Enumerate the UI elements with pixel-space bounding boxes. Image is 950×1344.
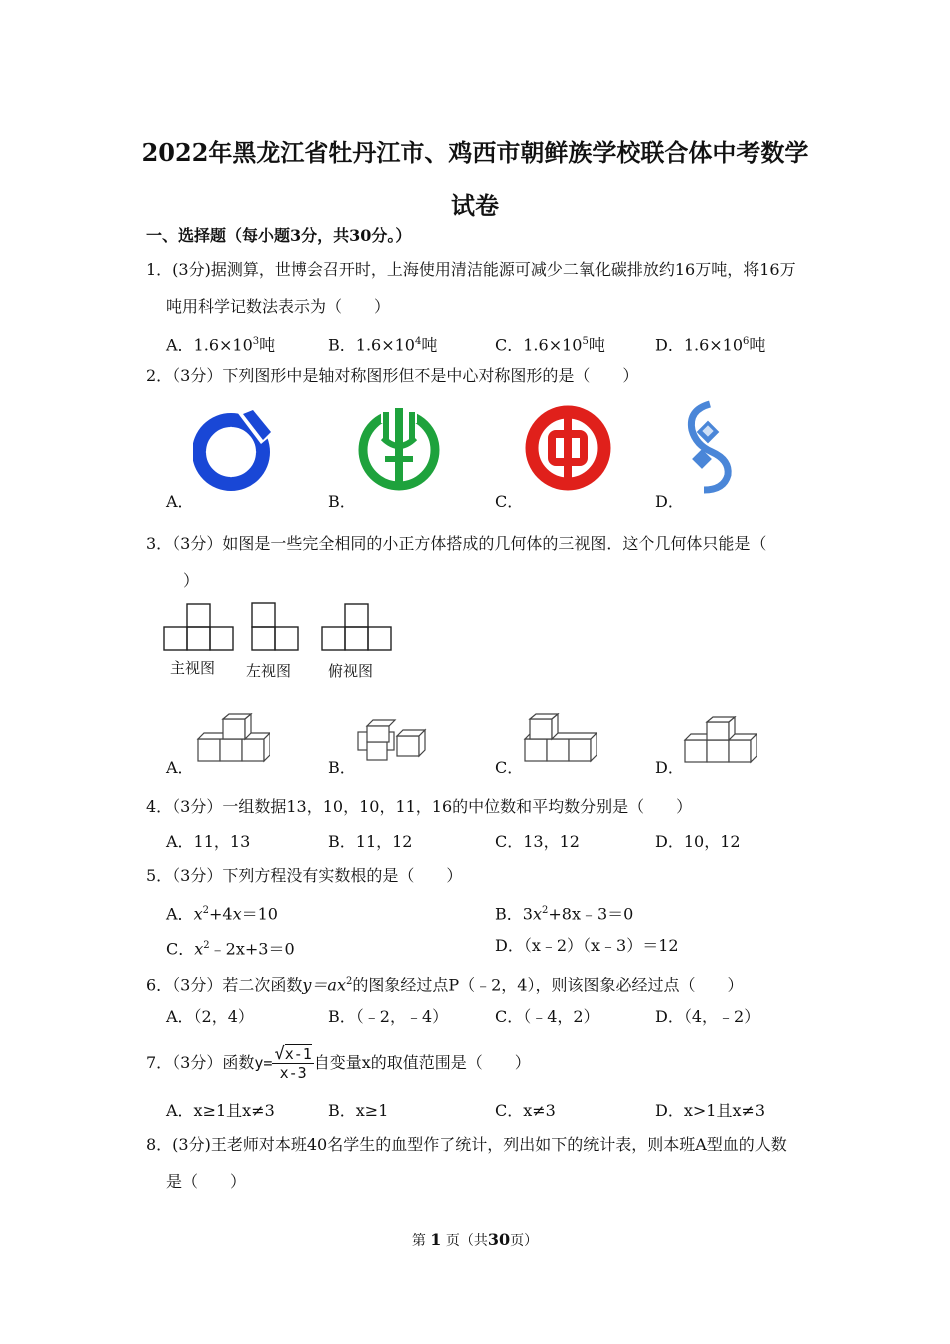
- q5-option-a: A．$x^2+4x=10$: [166, 904, 278, 924]
- q5-option-c: C．$x^2﹣2x+3=0$: [166, 939, 295, 959]
- front-view-diagram: [163, 602, 237, 652]
- q2-option-b: B．: [328, 492, 356, 511]
- q2-option-a: A．: [166, 492, 194, 511]
- front-view-label: 主视图: [170, 659, 216, 677]
- q8-stem-cont: 是（ ）: [166, 1172, 247, 1191]
- q3-solid-c: [522, 713, 597, 765]
- q6-option-d: D．（4，﹣2）: [655, 1007, 761, 1026]
- q3-option-a: A．: [166, 758, 194, 777]
- q4-option-c: C．13，12: [495, 832, 580, 851]
- q1-option-a: A．$1.6\times 10^3$吨: [166, 335, 276, 355]
- q2-stem: 2．（3分）下列图形中是轴对称图形但不是中心对称图形的是（ ）: [146, 366, 639, 385]
- q1-stem-cont: 吨用科学记数法表示为（ ）: [166, 297, 391, 316]
- top-view-label: 俯视图: [328, 662, 374, 680]
- q1-option-c: C．$1.6\times 10^5$吨: [495, 335, 605, 355]
- q3-stem: 3．（3分）如图是一些完全相同的小正方体搭成的几何体的三视图．这个几何体只能是（: [146, 534, 767, 553]
- q1-option-b: B．$1.6\times 10^4$吨: [328, 335, 438, 355]
- q7-option-d: D．x>1且x≠3: [655, 1101, 766, 1120]
- q2-option-d: D．: [655, 492, 684, 511]
- q3-solid-d: [682, 716, 757, 766]
- q5-option-b: B．$3x^2+8x﹣3=0$: [495, 904, 634, 924]
- page-footer: 第 1 页（共30页）: [411, 1230, 539, 1249]
- q7-option-b: B．x≥1: [328, 1101, 389, 1120]
- q6-option-c: C．（﹣4，2）: [495, 1007, 600, 1026]
- q3-option-c: C．: [495, 758, 524, 777]
- section-heading: 一、选择题（每小题3分，共30分。）: [146, 226, 412, 245]
- q5-stem: 5．（3分）下列方程没有实数根的是（ ）: [146, 866, 463, 885]
- q4-option-d: D．10，12: [655, 832, 741, 851]
- q3-solid-a: [195, 713, 270, 765]
- page-title-line2: 试卷: [451, 191, 499, 220]
- q1-stem: 1．(3分)据测算，世博会召开时，上海使用清洁能源可减少二氧化碳排放约16万吨，将16万: [146, 260, 796, 279]
- left-view-diagram: [250, 600, 302, 654]
- q2-option-c: C．: [495, 492, 524, 511]
- abc-logo-icon: [356, 404, 442, 492]
- q6-option-a: A．（2，4）: [166, 1007, 254, 1026]
- q6-stem: 6．（3分）若二次函数$y=ax^2$的图象经过点P（﹣2，4），则该图象必经过点（ ）: [146, 975, 744, 995]
- q4-stem: 4．（3分）一组数据13，10，10，11，16的中位数和平均数分别是（ ）: [146, 797, 693, 816]
- q5-option-d: D．（x﹣2）（x﹣3）＝12: [495, 936, 679, 955]
- top-view-diagram: [321, 602, 395, 652]
- q7-option-a: A．x≥1且x≠3: [166, 1101, 275, 1120]
- q1-option-d: D．$1.6\times 10^6$吨: [655, 335, 766, 355]
- ccb-logo-icon: [193, 404, 277, 492]
- q8-stem: 8．(3分)王老师对本班40名学生的血型作了统计，列出如下的统计表，则本班A型血的人数: [146, 1135, 787, 1154]
- bank-s-logo-icon: [680, 400, 740, 495]
- q7-fraction: $\frac{√x-1}{x-3}$: [274, 1044, 312, 1082]
- left-view-label: 左视图: [246, 662, 292, 680]
- q3-solid-b: [355, 718, 430, 764]
- q7-stem: 7．（3分）函数y= $\frac{√x-1}{x-3}$ 自变量x的取值范围是（ ）: [146, 1044, 531, 1082]
- q3-stem-cont: ）: [183, 571, 200, 590]
- q4-option-b: B．11，12: [328, 832, 413, 851]
- q6-option-b: B．（﹣2，﹣4）: [328, 1007, 449, 1026]
- q7-option-c: C．x≠3: [495, 1101, 556, 1120]
- page-title: 2022年黑龙江省牡丹江市、鸡西市朝鲜族学校联合体中考数学: [141, 138, 809, 167]
- q4-option-a: A．11，13: [166, 832, 251, 851]
- boc-logo-icon: [523, 404, 613, 492]
- q3-option-b: B．: [328, 758, 356, 777]
- q3-option-d: D．: [655, 758, 684, 777]
